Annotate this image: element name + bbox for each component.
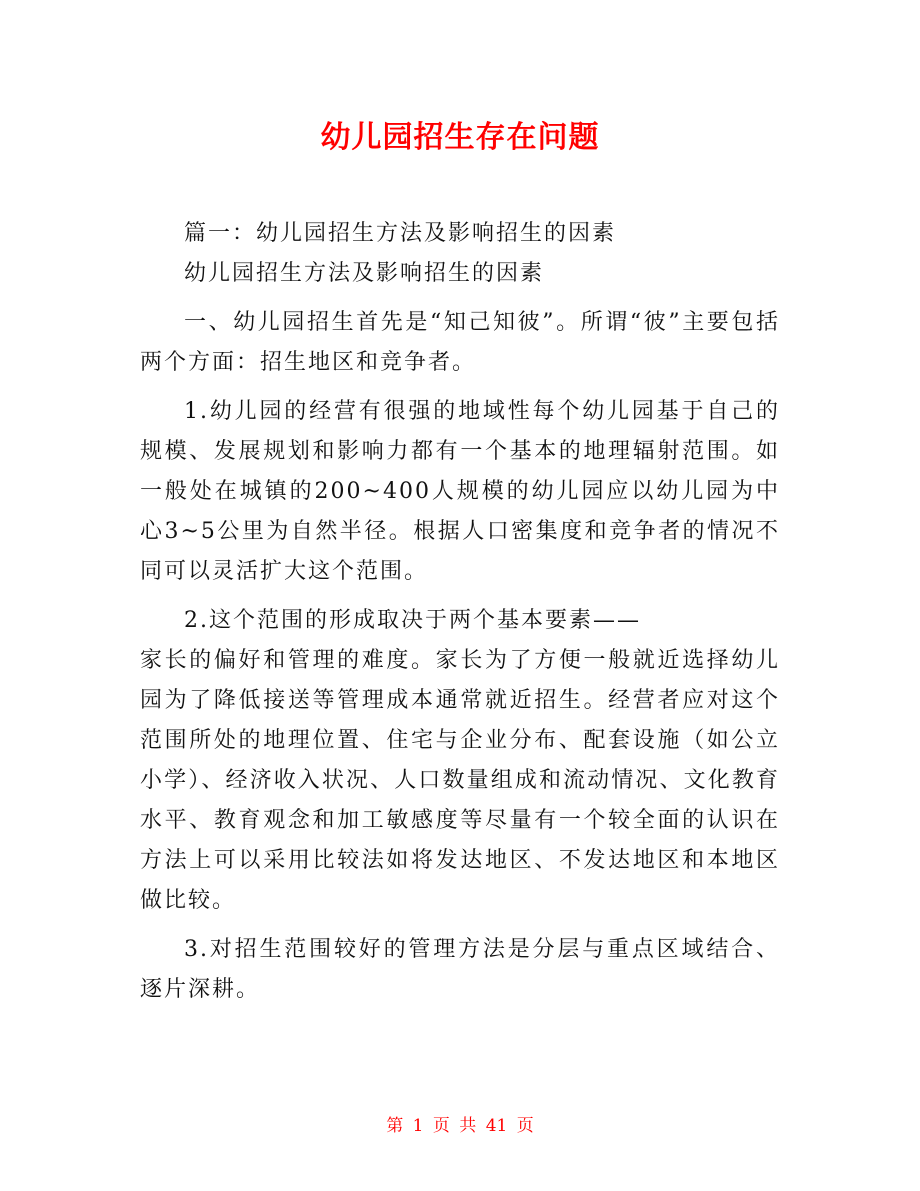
page-number: 第 1 页 共 41 页 [386, 1116, 534, 1136]
paragraph-1: 一、幼儿园招生首先是“知己知彼”。所谓“彼”主要包括两个方面：招生地区和竞争者。 [140, 310, 780, 375]
paragraph-3: 2.这个范围的形成取决于两个基本要素—— [184, 608, 641, 633]
paragraph-4: 家长的偏好和管理的难度。家长为了方便一般就近选择幼儿园为了降低接送等管理成本通常就近招生。经营者应对这个范围所处的地理位置、住宅与企业分布、配套设施（如公立小学）、经济收入状况、人口数量组成和流动情况、文化教育水平、教育观念和加工敏感度等尽量有一个较全面的认识在方法上可以采用比较法如将发达地区、不发达地区和本地区做比较。 [140, 648, 780, 913]
subsection-heading: 幼儿园招生方法及影响招生的因素 [184, 261, 545, 286]
paragraph-2: 1.幼儿园的经营有很强的地域性每个幼儿园基于自己的规模、发展规划和影响力都有一个基本的地理辐射范围。如一般处在城镇的200~400人规模的幼儿园应以幼儿园为中心3~5公里为自然半径。根据人口密集度和竞争者的情况不同可以灵活扩大这个范围。 [140, 399, 780, 584]
document-body [140, 214, 780, 1010]
paragraph-5: 3.对招生范围较好的管理方法是分层与重点区域结合、逐片深耕。 [140, 937, 780, 1002]
page-title: 幼儿园招生存在问题 [320, 120, 600, 155]
section-heading: 篇一：幼儿园招生方法及影响招生的因素 [184, 221, 617, 246]
